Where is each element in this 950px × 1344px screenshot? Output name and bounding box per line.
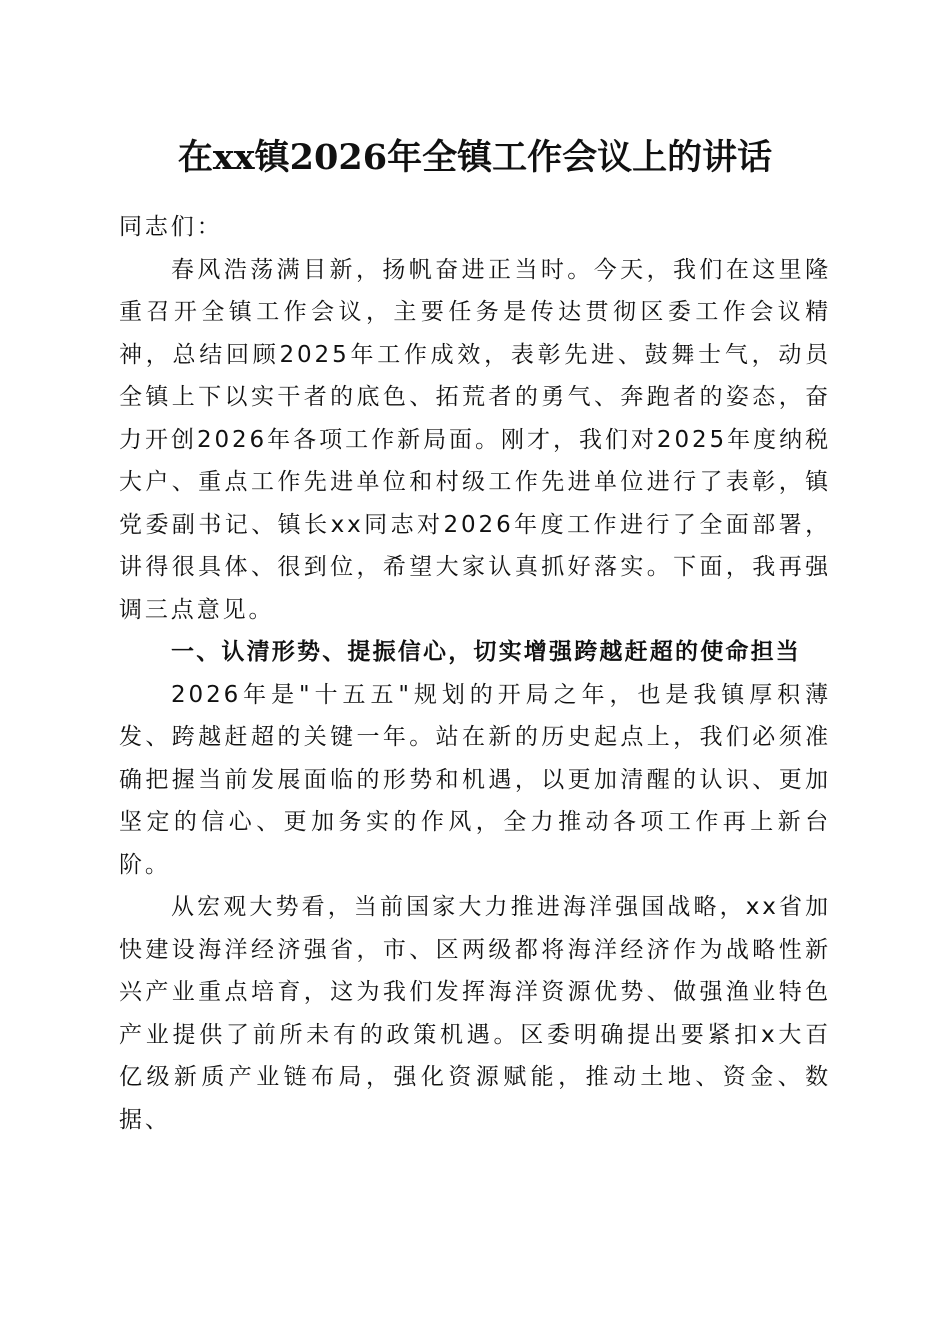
- page-title: 在xx镇2026年全镇工作会议上的讲话: [177, 137, 773, 178]
- intro-paragraph: 春风浩荡满目新，扬帆奋进正当时。今天，我们在这里隆重召开全镇工作会议，主要任务是传达贯彻区委工作会议精神，总结回顾2025年工作成效，表彰先进、鼓舞士气，动员全镇上下以实干者的底色、拓荒者的勇气、奔跑者的姿态，奋力开创2026年各项工作新局面。刚才，我们对2025年度纳税大户、重点工作先进单位和村级工作先进单位进行了表彰，镇党委副书记、镇长xx同志对2026年度工作进行了全面部署，讲得很具体、很到位，希望大家认真抓好落实。下面，我再强调三点意见。: [119, 256, 831, 623]
- salutation: 同志们：: [119, 214, 223, 240]
- section-paragraph-2: 从宏观大势看，当前国家大力推进海洋强国战略，xx省加快建设海洋经济强省，市、区两级都将海洋经济作为战略性新兴产业重点培育，这为我们发挥海洋资源优势、做强渔业特色产业提供了前所未有的政策机遇。区委明确提出要紧扣x大百亿级新质产业链布局，强化资源赋能，推动土地、资金、数据、: [119, 894, 831, 1133]
- document-body: [119, 206, 831, 1141]
- section-heading: 一、认清形势、提振信心，切实增强跨越赶超的使命担当: [171, 639, 801, 665]
- section-paragraph-1: 2026年是"十五五"规划的开局之年，也是我镇厚积薄发、跨越赶超的关键一年。站在新的历史起点上，我们必须准确把握当前发展面临的形势和机遇，以更加清醒的认识、更加坚定的信心、更加务实的作风，全力推动各项工作再上新台阶。: [119, 681, 831, 878]
